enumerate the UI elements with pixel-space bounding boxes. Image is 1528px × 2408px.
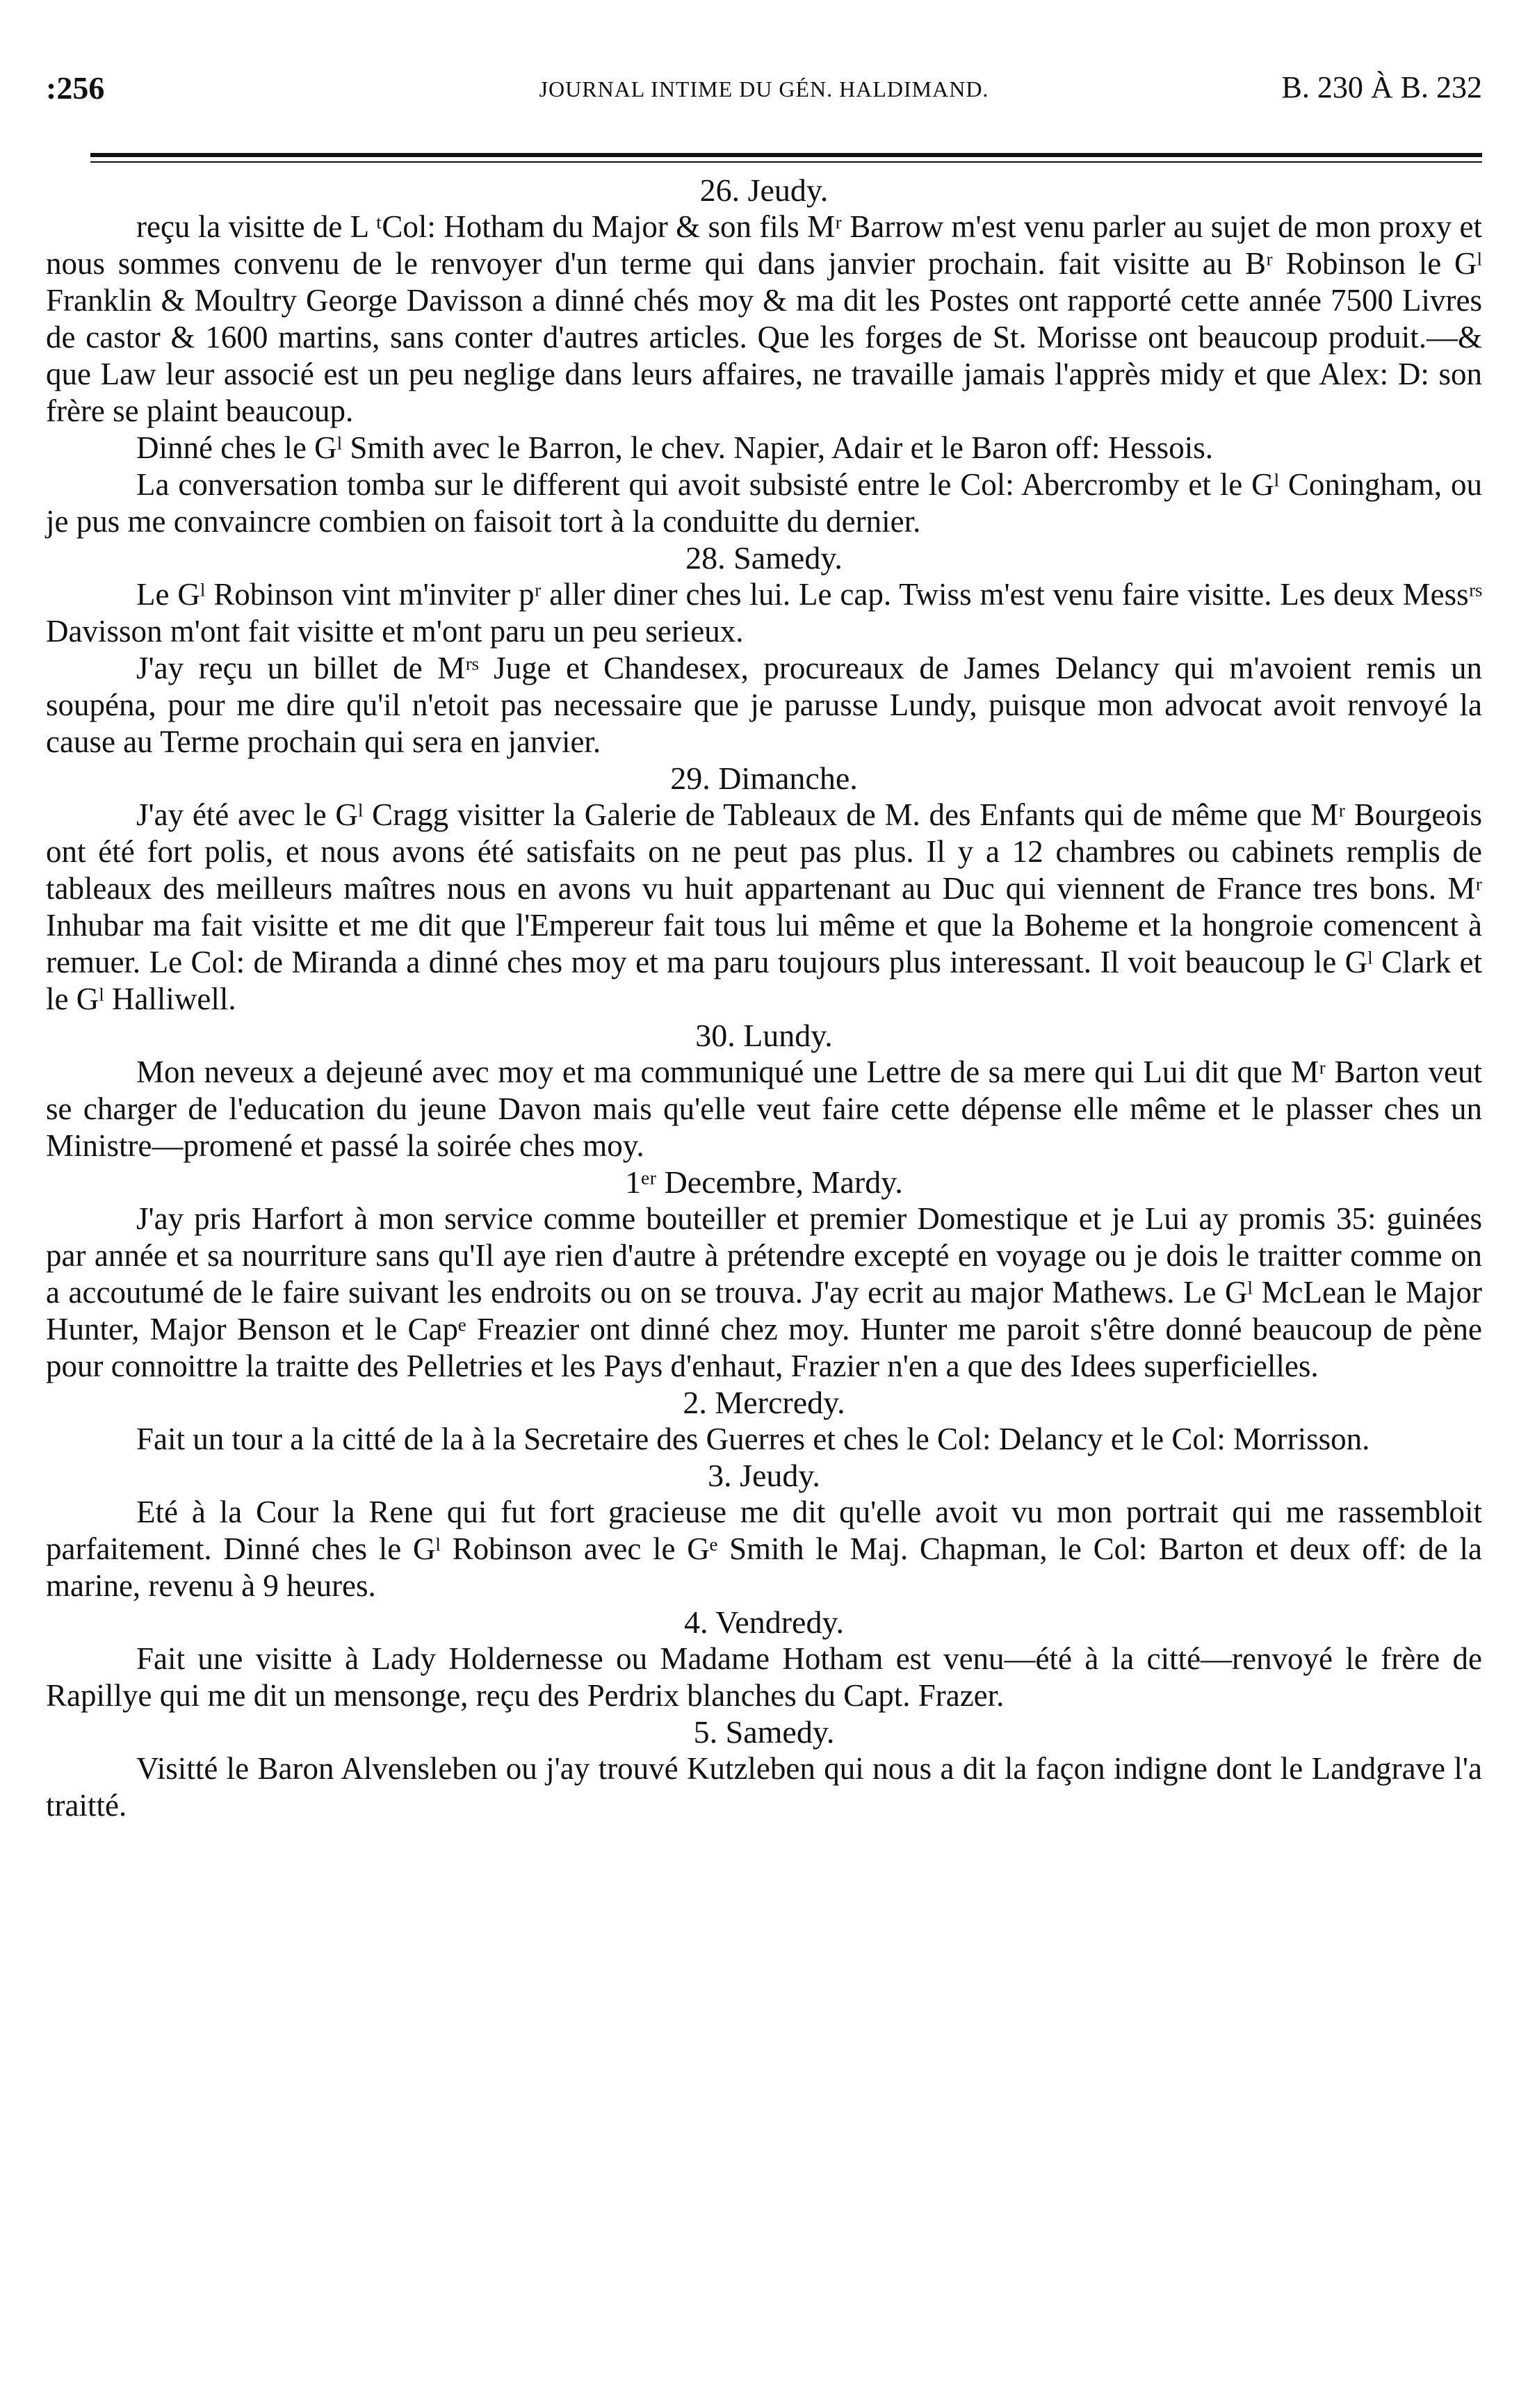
entry-date: 2. Mercredy. (683, 1385, 845, 1420)
journal-entry (46, 1164, 1482, 1385)
entry-date: 28. Samedy. (685, 540, 843, 576)
entry-paragraph: Visitté le Baron Alvensleben ou j'ay trouvé Kutzleben qui nous a dit la façon indigne dont le Landgrave l'a traitté. (46, 1751, 1482, 1823)
journal-entry (46, 1604, 1482, 1714)
header-rule-thin (90, 161, 1482, 163)
journal-entry (46, 760, 1482, 1018)
entry-paragraph: Le Gˡ Robinson vint m'inviter pʳ aller diner ches lui. Le cap. Twiss m'est venu faire visitte. Les deux Messʳˢ Davisson m'ont fait visitte et m'ont paru un peu serieux. (46, 577, 1482, 649)
journal-body (46, 172, 1482, 1824)
entry-paragraph: J'ay pris Harfort à mon service comme bouteiller et premier Domestique et je Lui ay promis 35: guinées par année et sa nourriture sans qu'Il aye rien d'autre à prétendre excepté en voyage ou je dois le traitter comme on a accoutumé de le faire suivant les endroits ou on se trouva. J'ay ecrit au major Mathews. Le Gˡ McLean le Major Hunter, Major Benson et le Capᵉ Freazier ont dinné chez moy. Hunter me paroit s'être donné beaucoup de pène pour connoittre la traitte des Pelletries et les Pays d'enhaut, Frazier n'en a que des Idees superficielles. (46, 1201, 1482, 1383)
journal-entry (46, 1714, 1482, 1824)
source-range: B. 230 À B. 232 (1281, 70, 1482, 104)
entry-paragraph: Dinné ches le Gˡ Smith avec le Barron, le chev. Napier, Adair et le Baron off: Hessois. (136, 430, 1213, 465)
journal-entry (46, 1458, 1482, 1604)
entry-paragraph: reçu la visitte de L ᵗCol: Hotham du Major & son fils Mʳ Barrow m'est venu parler au sujet de mon proxy et nous sommes convenu de le renvoyer d'un terme qui dans janvier prochain. fait visitte au Bʳ Robinson le Gˡ Franklin & Moultry George Davisson a dinné chés moy & ma dit les Postes ont rapporté cette année 7500 Livres de castor & 1600 martins, sans conter d'autres articles. Que les forges de St. Morisse ont beaucoup produit.—& que Law leur associé est un peu neglige dans leurs affaires, ne travaille jamais l'apprès midy et que Alex: D: son frère se plaint beaucoup. (46, 209, 1482, 428)
entry-paragraph: Mon neveux a dejeuné avec moy et ma communiqué une Lettre de sa mere qui Lui dit que Mʳ Barton veut se charger de l'education du jeune Davon mais qu'elle veut faire cette dépense elle même et le plasser ches un Ministre—promené et passé la soirée ches moy. (46, 1055, 1482, 1163)
entry-date: 3. Jeudy. (708, 1458, 820, 1493)
entry-paragraph: J'ay été avec le Gˡ Cragg visitter la Galerie de Tableaux de M. des Enfants qui de même que Mʳ Bourgeois ont été fort polis, et nous avons été satisfaits on ne peut pas plus. Il y a 12 chambres ou cabinets remplis de tableaux des meilleurs maîtres nous en avons vu huit appartenant au Duc qui viennent de France tres bons. Mʳ Inhubar ma fait visitte et me dit que l'Empereur fait tous lui même et que la Boheme et la hongroie comencent à remuer. Le Col: de Miranda a dinné ches moy et ma paru toujours plus interessant. Il voit beaucoup le Gˡ Clark et le Gˡ Halliwell. (46, 797, 1482, 1016)
entry-date: 26. Jeudy. (699, 172, 829, 208)
header-rule-thick (90, 153, 1482, 157)
running-header (46, 64, 1482, 127)
entry-paragraph: J'ay reçu un billet de Mʳˢ Juge et Chandesex, procureaux de James Delancy qui m'avoient remis un soupéna, pour me dire qu'il n'etoit pas necessaire que je parusse Lundy, puisque mon advocat avoit renvoyé la cause au Terme prochain qui sera en janvier. (46, 651, 1482, 759)
running-title: JOURNAL INTIME DU GÉN. HALDIMAND. (539, 76, 989, 101)
entry-date: 30. Lundy. (695, 1018, 833, 1053)
entry-date: 5. Samedy. (693, 1714, 835, 1750)
entry-paragraph: Fait un tour a la citté de la à la Secretaire des Guerres et ches le Col: Delancy et le Col: Morrisson. (136, 1422, 1370, 1456)
entry-date: 29. Dimanche. (670, 760, 858, 796)
journal-entry (46, 1385, 1482, 1458)
page-number: :256 (46, 70, 105, 106)
entry-paragraph: Fait une visitte à Lady Holdernesse ou Madame Hotham est venu—été à la citté—renvoyé le frère de Rapillye qui me dit un mensonge, reçu des Perdrix blanches du Capt. Frazer. (46, 1641, 1482, 1713)
journal-entry (46, 1018, 1482, 1164)
entry-date: 1ᵉʳ Decembre, Mardy. (625, 1164, 903, 1200)
journal-entry (46, 540, 1482, 760)
journal-entry (46, 172, 1482, 540)
entry-paragraph: Eté à la Cour la Rene qui fut fort gracieuse me dit qu'elle avoit vu mon portrait qui me rassembloit parfaitement. Dinné ches le Gˡ Robinson avec le Gᵉ Smith le Maj. Chapman, le Col: Barton et deux off: de la marine, revenu à 9 heures. (46, 1495, 1482, 1603)
entry-paragraph: La conversation tomba sur le different qui avoit subsisté entre le Col: Abercromby et le Gˡ Coningham, ou je pus me convaincre combien on faisoit tort à la conduitte du dernier. (46, 467, 1482, 539)
entry-date: 4. Vendredy. (684, 1604, 844, 1640)
